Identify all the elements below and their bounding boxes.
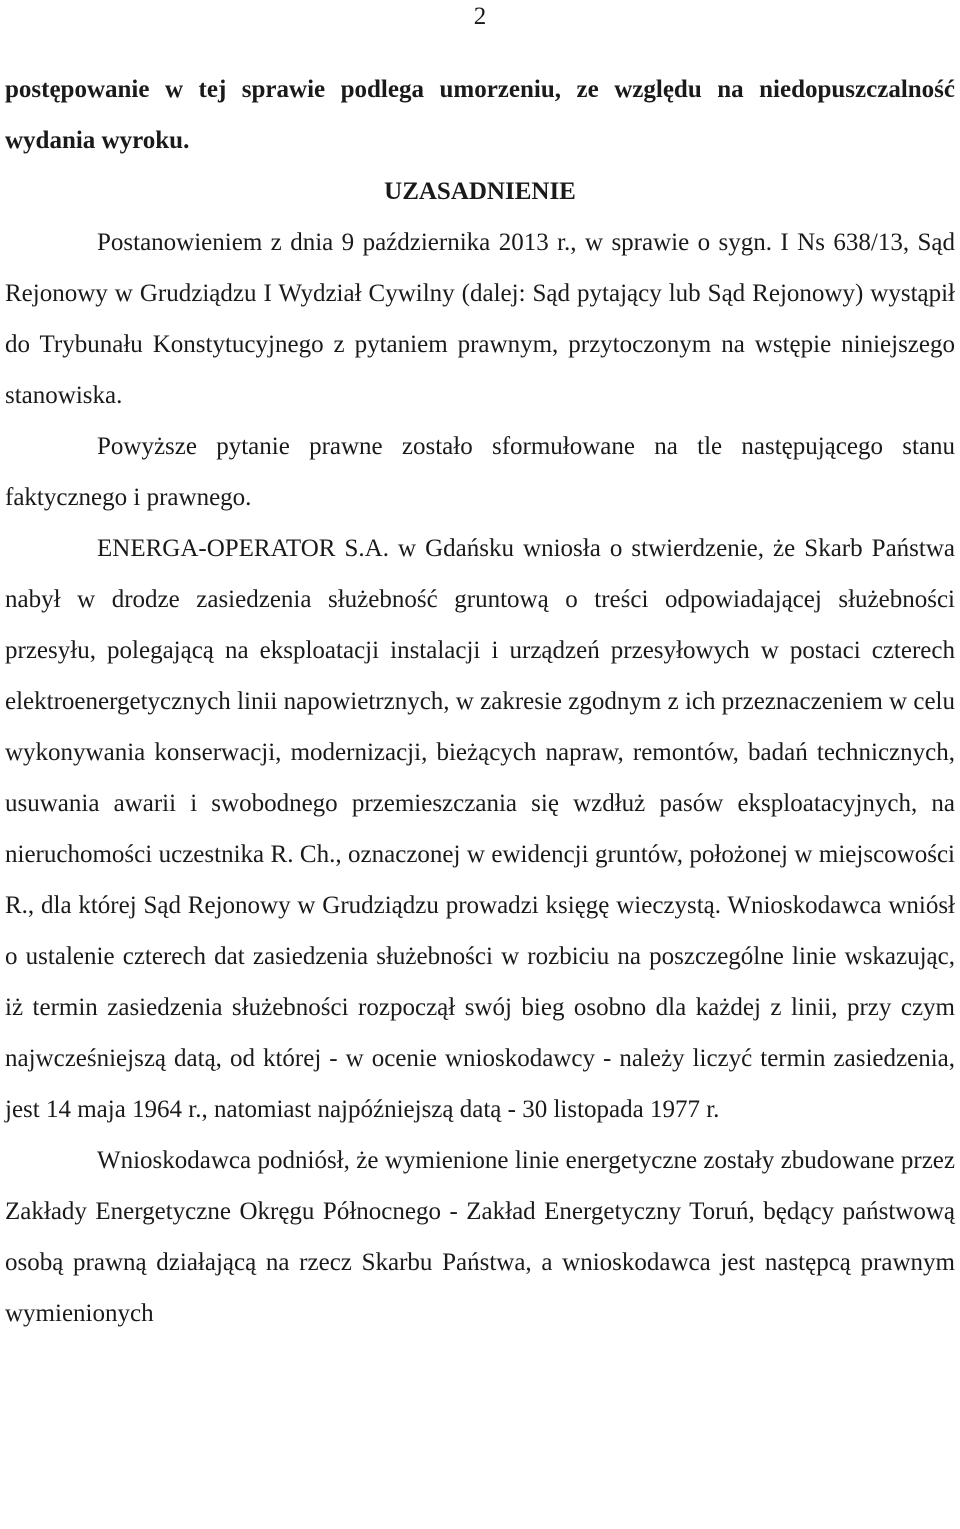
opening-paragraph: postępowanie w tej sprawie podlega umorzeniu, ze względu na niedopuszczalność wydania wyroku. bbox=[5, 76, 955, 154]
paragraph-4: Wnioskodawca podniósł, że wymienione linie energetyczne zostały zbudowane przez Zakłady Energetyczne Okręgu Północnego - Zakład Energetyczny Toruń, będący państwową osobą prawną działającą na rzecz Skarbu Państwa, a wnioskodawca jest następcą prawnym wymienionych bbox=[5, 1147, 955, 1327]
paragraph-3: ENERGA-OPERATOR S.A. w Gdańsku wniosła o stwierdzenie, że Skarb Państwa nabył w drodze zasiedzenia służebność gruntową o treści odpowiadającej służebności przesyłu, polegającą na eksploatacji instalacji i urządzeń przesyłowych w postaci czterech elektroenergetycznych linii napowietrznych, w zakresie zgodnym z ich przeznaczeniem w celu wykonywania konserwacji, modernizacji, bieżących napraw, remontów, badań technicznych, usuwania awarii i swobodnego przemieszczania się wzdłuż pasów eksploatacyjnych, na nieruchomości uczestnika R. Ch., oznaczonej w ewidencji gruntów, położonej w miejscowości R., dla której Sąd Rejonowy w Grudziądzu prowadzi księgę wieczystą. Wnioskodawca wniósł o ustalenie czterech dat zasiedzenia służebności w rozbiciu na poszczególne linie wskazując, iż termin zasiedzenia służebności rozpoczął swój bieg osobno dla każdej z linii, przy czym najwcześniejszą datą, od której - w ocenie wnioskodawcy - należy liczyć termin zasiedzenia, jest 14 maja 1964 r., natomiast najpóźniejszą datą - 30 listopada 1977 r. bbox=[5, 535, 955, 1123]
section-heading: UZASADNIENIE bbox=[384, 178, 576, 205]
page-number: 2 bbox=[473, 3, 487, 30]
paragraph-2: Powyższe pytanie prawne zostało sformułowane na tle następującego stanu faktycznego i prawnego. bbox=[5, 433, 955, 511]
document-body bbox=[5, 64, 955, 1339]
paragraph-1: Postanowieniem z dnia 9 października 2013 r., w sprawie o sygn. I Ns 638/13, Sąd Rejonowy w Grudziądzu I Wydział Cywilny (dalej: Sąd pytający lub Sąd Rejonowy) wystąpił do Trybunału Konstytucyjnego z pytaniem prawnym, przytoczonym na wstępie niniejszego stanowiska. bbox=[5, 229, 955, 409]
